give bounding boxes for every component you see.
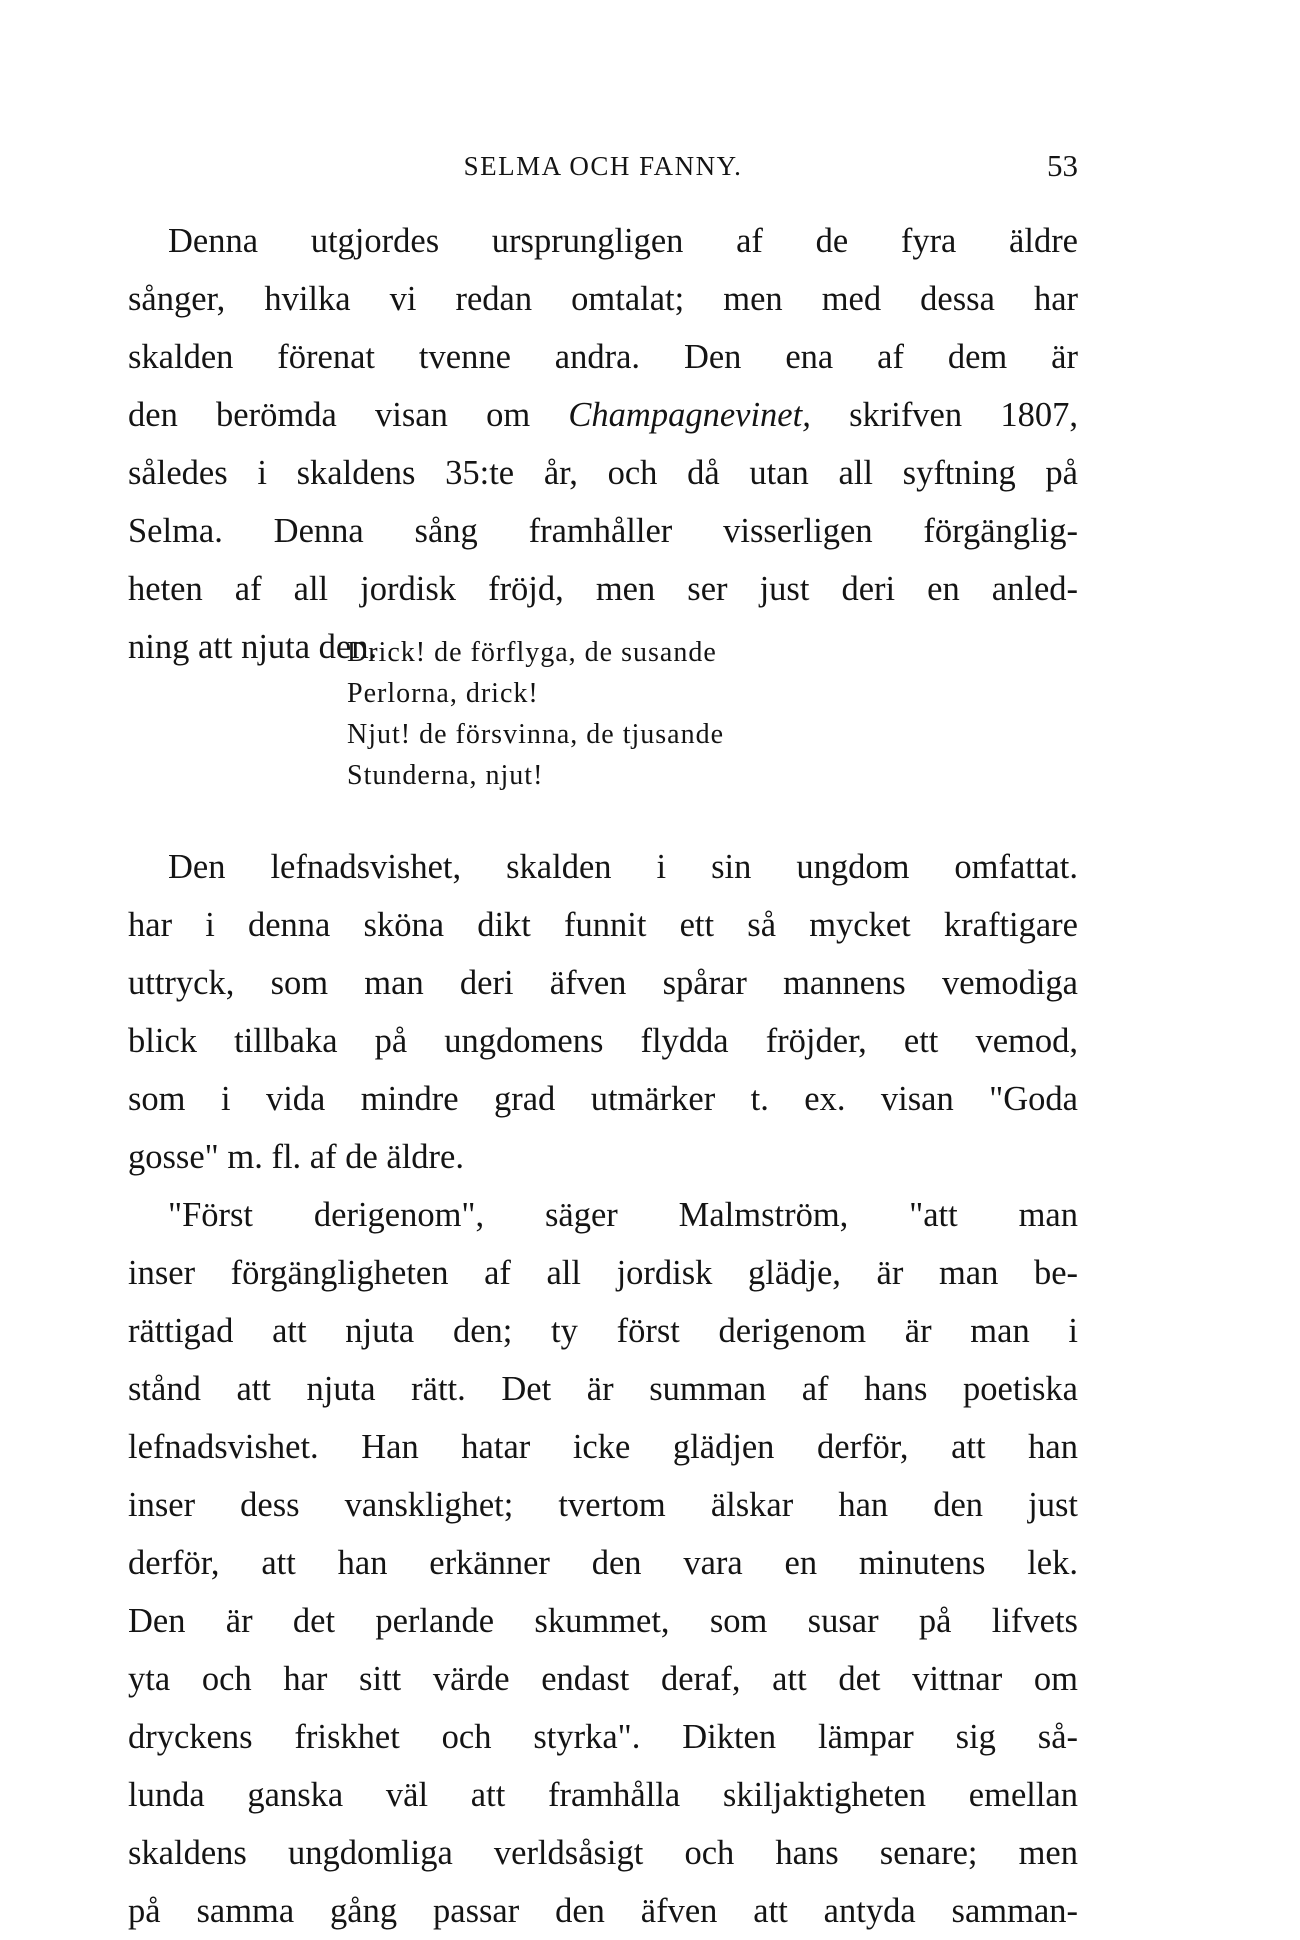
text-segment: den berömda visan om	[128, 396, 569, 434]
text-line: dryckens friskhet och styrka". Dikten lämpar sig så-	[128, 1718, 1078, 1756]
poem-verse: Drick! de förflyga, de susande	[347, 637, 717, 668]
text-line: på samma gång passar den äfven att antyda samman-	[128, 1892, 1078, 1930]
paragraph-2	[128, 838, 1078, 1940]
poem-verse: Stunderna, njut!	[347, 760, 544, 791]
poem-verse: Njut! de försvinna, de tjusande	[347, 719, 725, 750]
text-line: yta och har sitt värde endast deraf, att det vittnar om	[128, 1660, 1078, 1698]
text-line: blick tillbaka på ungdomens flydda fröjder, ett vemod,	[128, 1022, 1078, 1060]
running-head	[128, 146, 1078, 186]
text-line: Denna utgjordes ursprungligen af de fyra äldre	[168, 222, 1078, 260]
text-line: skalden förenat tvenne andra. Den ena af dem är	[128, 338, 1078, 376]
poem-verse: Perlorna, drick!	[347, 678, 539, 709]
text-line: sånger, hvilka vi redan omtalat; men med dessa har	[128, 280, 1078, 318]
text-line: således i skaldens 35:te år, och då utan all syftning på	[128, 454, 1078, 492]
text-line: heten af all jordisk fröjd, men ser just deri en anled-	[128, 570, 1078, 608]
paragraph-1	[128, 212, 1078, 676]
text-line: Selma. Denna sång framhåller visserligen förgänglig-	[128, 512, 1078, 550]
text-line: ning att njuta den.	[128, 628, 378, 666]
text-line: uttryck, som man deri äfven spårar mannens vemodiga	[128, 964, 1078, 1002]
italic-title: Champagnevinet,	[568, 396, 811, 434]
text-line: har i denna sköna dikt funnit ett så mycket kraftigare	[128, 906, 1078, 944]
text-line: inser dess vansklighet; tvertom älskar han den just	[128, 1486, 1078, 1524]
text-line: rättigad att njuta den; ty först derigenom är man i	[128, 1312, 1078, 1350]
page-number: 53	[1047, 148, 1078, 183]
text-line: lefnadsvishet. Han hatar icke glädjen derför, att han	[128, 1428, 1078, 1466]
text-line: lunda ganska väl att framhålla skiljaktigheten emellan	[128, 1776, 1078, 1814]
text-line: Den är det perlande skummet, som susar på lifvets	[128, 1602, 1078, 1640]
text-line: stånd att njuta rätt. Det är summan af hans poetiska	[128, 1370, 1078, 1408]
text-line: Den lefnadsvishet, skalden i sin ungdom omfattat.	[168, 848, 1078, 886]
text-line: gosse" m. fl. af de äldre.	[128, 1138, 464, 1176]
text-line: inser förgängligheten af all jordisk glädje, är man be-	[128, 1254, 1078, 1292]
text-line	[128, 386, 1078, 444]
poem-quote	[347, 632, 867, 796]
text-line: skaldens ungdomliga verldsåsigt och hans senare; men	[128, 1834, 1078, 1872]
text-line: som i vida mindre grad utmärker t. ex. visan "Goda	[128, 1080, 1078, 1118]
text-line: derför, att han erkänner den vara en minutens lek.	[128, 1544, 1078, 1582]
text-line: "Först derigenom", säger Malmström, "att man	[168, 1196, 1078, 1234]
text-segment: skrifven 1807,	[810, 396, 1078, 434]
running-title: SELMA OCH FANNY.	[463, 151, 743, 181]
